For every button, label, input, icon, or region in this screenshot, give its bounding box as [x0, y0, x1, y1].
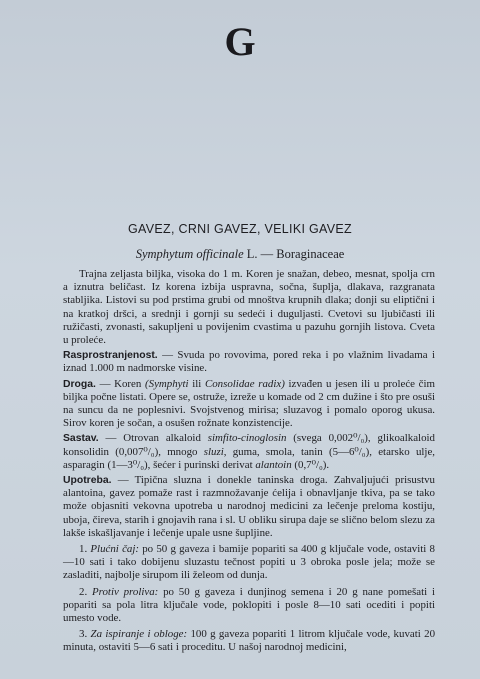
- composition-paragraph: [63, 432, 435, 472]
- entry-title: GAVEZ, CRNI GAVEZ, VELIKI GAVEZ: [128, 222, 352, 236]
- distribution-heading: Rasprostranjenost.: [63, 350, 158, 362]
- usage-text: — Tipična sluzna i donekle taninska droga. Zahvaljujući prisustvu alantoina, gavez pomaže rast i razmnožavanje ćelija i obnavljanje tkiva, pa se tako može objasniti vekovna upotreba u narodnoj medicini za lečenje preloma kostiju, uboja, čireva, starih i gnojavih rana i sl. U obliku sirupa daje se slično belom slezu za lakše iskašljavanje i lečenje upale usne šupljine.: [63, 474, 435, 539]
- recipe-text: 100 g gaveza popariti 1 litrom ključale vode, kuvati 20 minuta, ostaviti 5—6 sati i proceditu. U našoj narodnoj medicini,: [63, 628, 436, 654]
- entry-subtitle: [0, 247, 480, 262]
- composition-italic-2: sluzi: [203, 445, 224, 458]
- drug-latin-2: Consolidae radix): [204, 377, 285, 390]
- drug-paragraph: [63, 378, 435, 431]
- recipe-text: po 50 g gaveza i dunjinog semena i 20 g nane pomešati i popariti sa pola litra ključale vode, poklopiti i posle 8—10 sati ocediti i popiti umesto vode.: [63, 585, 435, 625]
- drug-heading: Droga.: [63, 378, 96, 390]
- drug-text: izvađen u jesen ili u proleće čim biljka počne listati. Opere se, ostruže, izreže u komade od 2 cm dužine i što pre osuši na suncu da ne poplesnivi. Svojstvenog mirisa; sluzavog i pomalo oporog ukusa. Sirov koren je sočan, a osušen rožnate konzistencije.: [63, 377, 435, 430]
- recipe-title: Za ispiranje i obloge:: [90, 628, 188, 641]
- description-paragraph: Trajna zeljasta biljka, visoka do 1 m. Koren je snažan, debeo, mesnat, spolja crn a iznutra beličast. Iz korena izbija uspravna, sočna, šuplja, dlakava, razgranata stabljika. Listovi su pod prstima grubi od mnoštva krupnih dlaka; donji su eliptični i na kratkoj dršci, a srednji i gornji su sedeći i duguljasti. Cvetovi su ljubičasti ili ružičasti, zvonasti, sakupljeni u povijenim cvastima u pazuhu gornjih listova. Cveta u proleće.: [63, 268, 435, 347]
- drug-text: — Koren: [95, 377, 145, 390]
- recipe-item-2: [63, 586, 435, 626]
- usage-paragraph: [63, 474, 435, 540]
- composition-italic-1: simfito-cinoglosin: [207, 432, 287, 445]
- recipe-number: 2.: [79, 585, 92, 598]
- composition-text: (0,7⁰/₀).: [291, 458, 330, 471]
- entry-body: [63, 268, 435, 657]
- composition-heading: Sastav.: [63, 433, 99, 445]
- recipe-text: po 50 g gaveza i bamije popariti sa 400 g ključale vode, ostaviti 8—10 sati i tako dobijenu sluzastu tečnost popiti u 3 obroka posle jela; može se zasladiti, najbolje sirupom ili želeom od dunja.: [63, 543, 435, 582]
- recipe-title: Protiv proliva:: [91, 585, 159, 598]
- usage-heading: Upotreba.: [63, 475, 112, 487]
- section-letter: G: [224, 19, 256, 64]
- composition-text: — Otrovan alkaloid: [98, 432, 208, 445]
- recipe-number: 1.: [79, 543, 91, 556]
- composition-text: (svega 0,002⁰/₀), glikoalkaloid konsolidin (0,007⁰/₀), mnogo: [63, 432, 435, 458]
- composition-text: , guma, smola, tanin (5—6⁰/₀), etarsko ulje, asparagin (1—3⁰/₀), šećer i purinski derivat: [63, 445, 436, 471]
- recipe-item-3: [63, 628, 435, 654]
- distribution-text: — Svuda po rovovima, pored reka i po vlažnim livadama i iznad 1.000 m nadmorske visine.: [63, 349, 435, 375]
- recipe-title: Plućni čaj:: [90, 543, 139, 556]
- drug-latin-1: (Symphyti: [145, 377, 189, 390]
- distribution-paragraph: [63, 349, 435, 375]
- composition-italic-3: alantoin: [255, 458, 292, 471]
- drug-text: ili: [188, 377, 205, 390]
- latin-name: Symphytum officinale: [135, 247, 244, 261]
- recipe-number: 3.: [79, 628, 91, 641]
- recipe-item-1: [63, 543, 435, 583]
- family-name: L. — Boraginaceae: [243, 247, 345, 261]
